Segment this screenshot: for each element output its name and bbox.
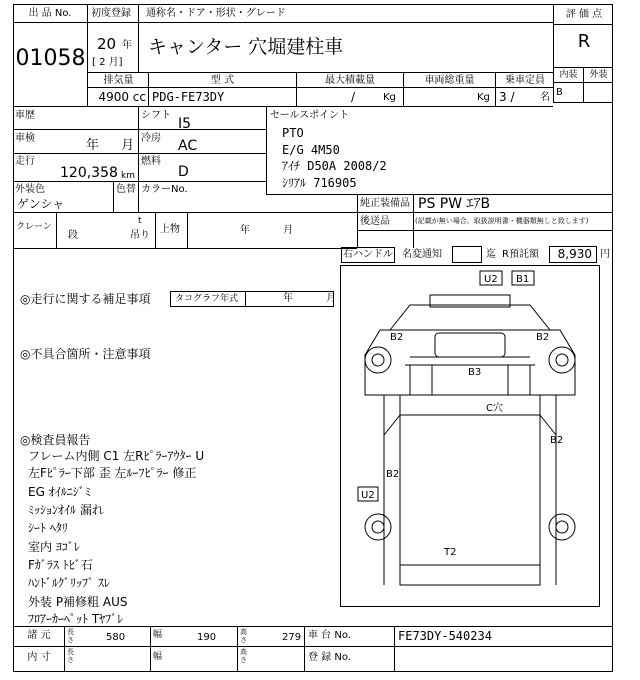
shift-value: I5 — [178, 116, 192, 132]
inspector-line-8: ﾊﾝﾄﾞﾙｸﾞﾘｯﾌﾟ ｽﾚ — [28, 576, 110, 590]
lot-number: 01058 — [15, 46, 86, 71]
type-value: PDG-FE73DY — [152, 90, 225, 104]
inspector-line-6: 室内 ﾖｺﾞﾚ — [28, 540, 80, 554]
shift-label: シフト — [141, 110, 171, 121]
chassis-value: FE73DY-540234 — [398, 629, 492, 643]
vehicle-diagram — [340, 265, 600, 607]
height-label-2: 高さ — [240, 648, 247, 664]
inspection-label: 車検 — [15, 133, 35, 144]
mark-u2-top: U2 — [484, 274, 498, 285]
reg-label: 登 録 No. — [308, 652, 351, 663]
interior-grade-label: 内装 — [559, 70, 578, 80]
chassis-label: 車 台 No. — [308, 630, 351, 641]
first-reg-label: 初度登録 — [91, 8, 131, 19]
inspector-line-7: Fｶﾞﾗｽ ﾄﾋﾞ石 — [28, 558, 93, 572]
crane-hook: 吊り — [130, 230, 150, 241]
mark-u2-left: U2 — [361, 490, 375, 501]
max-load-value: / — [350, 90, 355, 104]
model-label: 通称名・ドア・形状・グレード — [146, 8, 286, 19]
defects-label: ◎不具合箇所・注意事項 — [20, 347, 151, 361]
inspector-line-10: ﾌﾛｱｰｶｰﾍﾟｯﾄ Tﾔﾌﾞﾚ — [28, 612, 124, 626]
tachograph-box — [170, 291, 337, 307]
grade-value: R — [577, 31, 591, 52]
max-load-unit: Kg — [383, 92, 396, 103]
mark-b2-left: B2 — [386, 469, 400, 480]
sales-point-1: PTO — [282, 126, 304, 140]
dims-label: 諸 元 — [27, 630, 51, 641]
mark-t2: T2 — [444, 547, 457, 558]
name-change-label: 名変通知 — [402, 249, 442, 260]
height-label: 高さ — [240, 628, 247, 644]
aftermarket-note: (記載が無い場合、取扱説明書・機器類無しと致します) — [415, 217, 589, 225]
color-no-label: カラーNo. — [141, 184, 188, 195]
mark-b3: B3 — [468, 367, 482, 378]
gross-weight-unit: Kg — [477, 92, 490, 103]
tachograph-value: 年 月 — [283, 293, 337, 304]
interior-grade: B — [556, 87, 563, 98]
inspection-value: 年 月 — [86, 138, 135, 153]
tax-unit: 円 — [600, 249, 610, 260]
capacity-label: 乗車定員 — [505, 75, 545, 86]
sales-point-3: ｱｲﾁ D50A 2008/2 — [282, 159, 387, 173]
driving-remarks-label: ◎走行に関する補足事項 — [20, 292, 151, 306]
interior-dims-label: 内 寸 — [27, 652, 51, 663]
crane-ton: t — [138, 216, 142, 226]
exterior-color-label: 外装色 — [15, 184, 45, 195]
mileage-label: 走行 — [15, 156, 35, 167]
crane-stage: 段 — [68, 230, 78, 241]
sales-point-label: セールスポイント — [270, 110, 350, 121]
inspector-label: ◎検査員報告 — [20, 433, 91, 447]
gross-weight-label: 車両総重量 — [424, 75, 475, 86]
mount-value: 年 月 — [240, 225, 294, 236]
history-label: 車歴 — [15, 110, 35, 121]
mark-b1: B1 — [516, 274, 530, 285]
inspector-line-5: ｼｰﾄ ﾍﾀﾘ — [28, 521, 68, 535]
equipment-label: 純正装備品 — [360, 198, 410, 209]
displacement-label: 排気量 — [103, 75, 134, 86]
rhd-deadline: 迄 — [486, 249, 496, 260]
mark-b2-right: B2 — [550, 435, 564, 446]
inspector-line-9: 外装 P補修粗 AUS — [28, 595, 128, 609]
year-unit: 年 — [122, 40, 132, 51]
inspector-line-2: 左Fﾋﾟﾗｰ下部 歪 左ﾙｰﾌﾋﾟﾗｰ 修正 — [28, 466, 197, 480]
tax-value: 8,930 — [549, 246, 597, 263]
ac-label: 冷房 — [141, 133, 161, 144]
capacity-unit: 名 — [540, 92, 550, 103]
mileage-value: 120,358 — [60, 165, 118, 181]
mark-b2-cab-right: B2 — [536, 332, 550, 343]
rhd-badge: 右ハンドル — [341, 247, 395, 263]
mount-label: 上物 — [160, 224, 180, 235]
length-label: 長さ — [67, 628, 74, 644]
width-label-2: 幅 — [153, 652, 163, 662]
aftermarket-label: 後送品 — [360, 216, 390, 227]
sales-point-4: ｼﾘｱﾙ 716905 — [282, 176, 357, 190]
name-change-box — [452, 246, 482, 263]
fuel-label: 燃料 — [141, 156, 161, 167]
tax-label: R預託額 — [502, 249, 539, 260]
mileage-unit: km — [121, 171, 135, 181]
sales-point-2: E/G 4M50 — [282, 143, 340, 157]
width-value: 190 — [197, 632, 217, 643]
grade-label: 評 価 点 — [565, 9, 603, 20]
ac-value: AC — [178, 138, 198, 154]
exterior-color-value: ゲンシャ — [17, 197, 65, 211]
mark-b2-cab-left: B2 — [390, 332, 404, 343]
exterior-grade-label: 外装 — [589, 70, 608, 80]
width-label: 幅 — [153, 630, 163, 640]
first-reg-month: [ 2 月] — [92, 57, 123, 68]
capacity-value: 3 / — [499, 90, 515, 104]
first-reg-year: 20 — [97, 35, 117, 53]
equipment-value: PS PW ｴｱB — [418, 196, 491, 212]
inspector-line-4: ﾐｯｼｮﾝｵｲﾙ 漏れ — [28, 503, 104, 517]
displacement-value: 4900 cc — [98, 90, 146, 104]
fuel-value: D — [178, 164, 189, 180]
lot-label: 出 品 No. — [28, 8, 72, 19]
tachograph-label: タコグラフ年式 — [175, 294, 239, 304]
inspector-line-1: フレーム内側 C1 左Rﾋﾟﾗｰｱｳﾀｰ U — [28, 449, 205, 463]
mark-c-hole: C穴 — [486, 403, 503, 414]
max-load-label: 最大積載量 — [325, 75, 375, 86]
type-label: 型 式 — [210, 75, 235, 86]
crane-label: クレーン — [16, 222, 52, 232]
color-change-label: 色替 — [116, 184, 136, 195]
model-name: キャンター 穴堀建柱車 — [148, 36, 344, 58]
inspector-line-3: EG ｵｲﾙﾆｼﾞﾐ — [28, 485, 91, 499]
height-value: 279 — [282, 632, 302, 643]
length-label-2: 長さ — [67, 648, 74, 664]
length-value: 580 — [106, 632, 126, 643]
